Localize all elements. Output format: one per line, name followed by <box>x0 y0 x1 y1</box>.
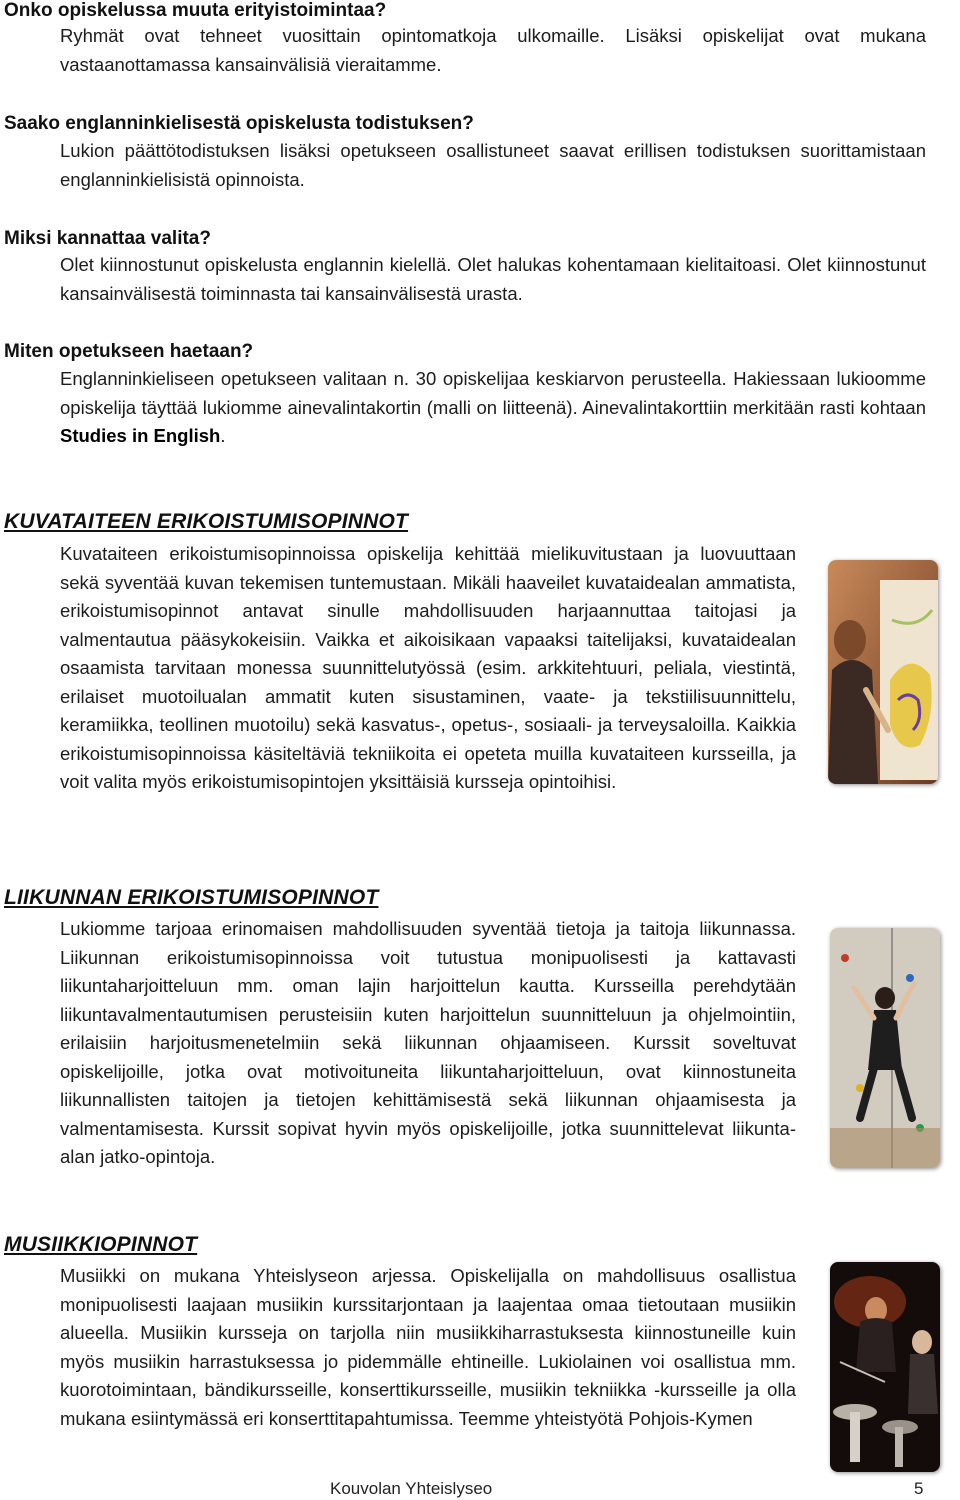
art-section-heading: KUVATAITEEN ERIKOISTUMISOPINNOT <box>4 510 409 533</box>
faq-answer-why: Olet kiinnostunut opiskelusta englannin kielellä. Olet halukas kohentamaan kielitaitoasi. Olet kiinnostunut kansainvälisestä toiminnasta tai kansainvälisestä urasta. <box>60 254 926 304</box>
studies-in-english-label: Studies in English <box>60 425 221 446</box>
faq-question-why: Miksi kannattaa valita? <box>4 228 211 249</box>
faq-question-activities: Onko opiskelussa muuta erityistoimintaa? <box>4 0 387 21</box>
faq-answer-apply <box>60 365 926 451</box>
faq-answer-activities: Ryhmät ovat tehneet vuosittain opintomatkoja ulkomaille. Lisäksi opiskelijat ovat mukana vastaanottamassa kansainvälisiä vieraitamme. <box>60 25 926 75</box>
band-performance-photo <box>830 1262 940 1472</box>
footer-page-number: 5 <box>914 1479 924 1498</box>
sport-section-heading: LIIKUNNAN ERIKOISTUMISOPINNOT <box>4 886 379 909</box>
footer-school-name: Kouvolan Yhteislyseo <box>330 1479 493 1498</box>
faq-question-apply: Miten opetukseen haetaan? <box>4 341 254 362</box>
music-section-heading: MUSIIKKIOPINNOT <box>4 1233 198 1256</box>
faq-answer-apply-end: . <box>220 425 226 446</box>
faq-question-certificate: Saako englanninkielisestä opiskelusta todistuksen? <box>4 113 474 134</box>
music-section-body: Musiikki on mukana Yhteislyseon arjessa. Opiskelijalla on mahdollisuus osallistua monipuolisesti laajaan musiikin kurssitarjontaan ja laajentaa omaa tietoutaan musiikin alueella. Musiikin kursseja on tarjolla niin musiikkiharrastuksesta kiinnostuneille kuin myös musiikin harrastuksessa jo pidemmälle ehtineille. Lukiolainen voi osallistua mm. kuorotoimintaan, bändikursseille, konserttikursseille, musiikin tekniikka -kursseille ja olla mukana esiintymässä eri konserttitapahtumissa. Teemme yhteistyötä Pohjois-Kymen <box>60 1265 796 1429</box>
art-section-body: Kuvataiteen erikoistumisopinnoissa opiskelija kehittää mielikuvitustaan ja luovuuttaan sekä syventää kuvan tekemisen tuntemustaan. Mikäli haaveilet kuvataidealan ammatista, erikoistumisopinnot antavat sinulle mahdollisuuden harjaannuttaa taitojasi ja valmentautua pääsykokeisiin. Vaikka et aikoisikaan vapaaksi taitelijaksi, kuvataidealan osaamista tarvitaan monessa suunnittelutyössä (esim. arkkitehtuuri, peliala, viestintä, erilaiset muotoilualan ammatit kuten sisustaminen, vaate- ja tekstiilisuunnittelu, keramiikka, teollinen muotoilu) sekä kasvatus-, opetus-, sosiaali- ja terveysaloilla. Kaikkia erikoistumisopinnoissa käsiteltäviä tekniikoita ei opeteta muilla kuvataiteen kursseilla, ja voit valita myös erikoistumisopintojen yksittäisiä kursseja opintoihisi. <box>60 543 796 792</box>
art-student-painting-photo <box>828 560 938 784</box>
sport-section-body: Lukiomme tarjoaa erinomaisen mahdollisuuden syventää tietoja ja taitoja liikunnassa. Liikunnan erikoistumisopinnoissa voit tutustua monipuolisesti ja kattavasti liikuntaharjoitteluun mm. oman lajin harjoittelun kautta. Kursseilla perehdytään liikuntavalmentautumisen perusteisiin kuten harjoittelun suunnitteluun ja ohjelmointiin, erilaisiin harjoitusmenetelmiin sekä liikunnan ohjaamiseen. Kurssit soveltuvat opiskelijoille, jotka ovat motivoituneita liikuntaharjoitteluun, ovat kiinnostuneita liikunnallisten taitojen ja tietojen kehittämisestä sekä liikunnan ohjaamisesta ja valmentamisesta. Kurssit sopivat hyvin myös opiskelijoille, jotka suunnittelevat liikunta-alan jatko-opintoja. <box>60 918 796 1167</box>
climbing-wall-photo <box>830 928 940 1168</box>
faq-answer-certificate: Lukion päättötodistuksen lisäksi opetukseen osallistuneet saavat erillisen todistuksen suorittamistaan englanninkielisistä opinnoista. <box>60 140 926 190</box>
faq-answer-apply-text: Englanninkieliseen opetukseen valitaan n. 30 opiskelijaa keskiarvon perusteella. Hakiessaan lukioomme opiskelija täyttää lukiomme ainevalintakortin (malli on liitteenä). Ainevalintakorttiin merkitään rasti kohtaan <box>60 368 926 418</box>
